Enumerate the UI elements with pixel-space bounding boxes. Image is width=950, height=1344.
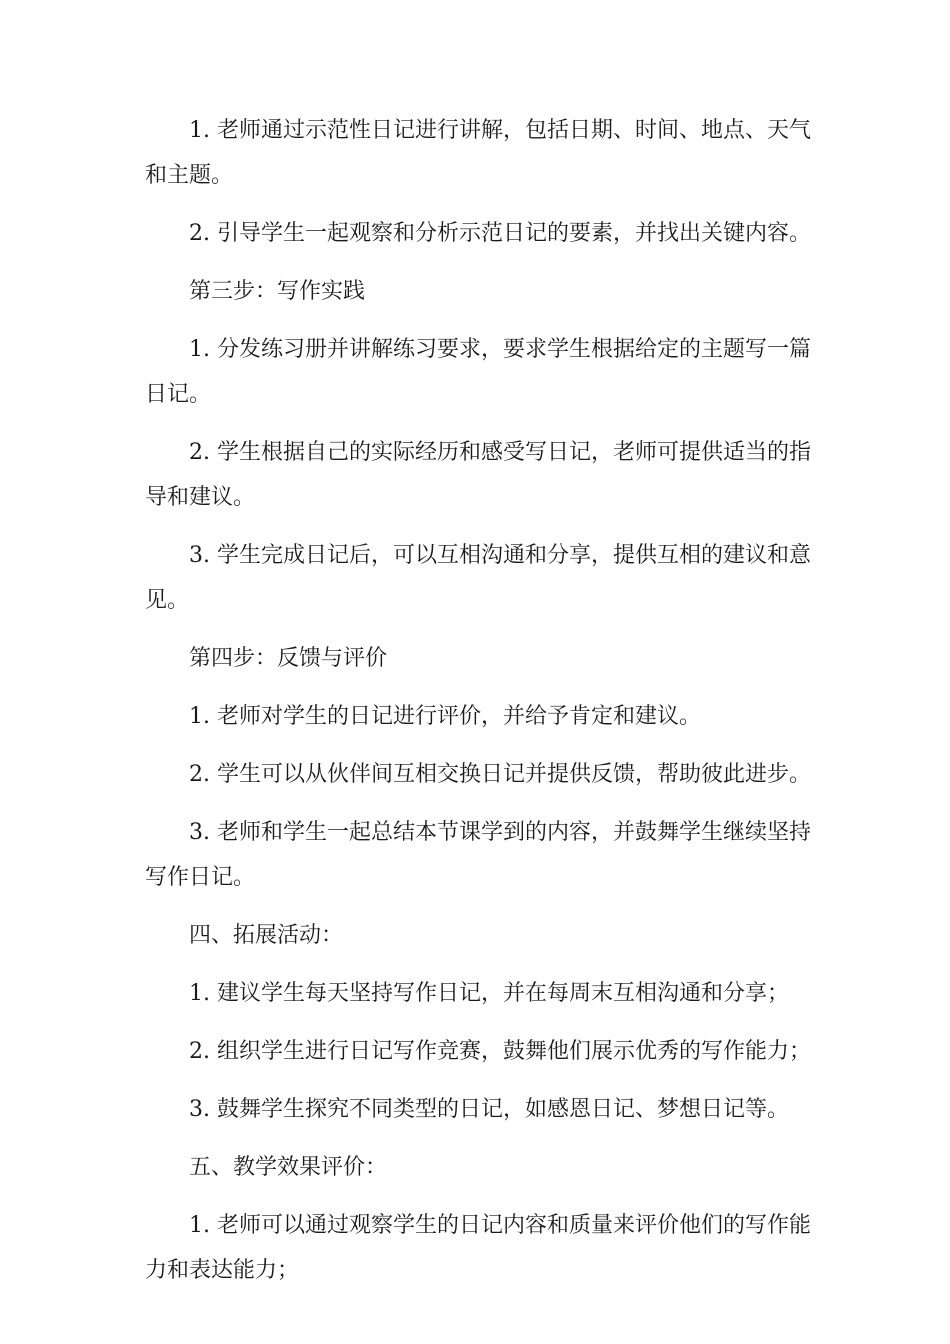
paragraph-teacher-evaluate: 1. 老师对学生的日记进行评价，并给予肯定和建议。: [189, 704, 701, 729]
paragraph-summary: 3. 老师和学生一起总结本节课学到的内容，并鼓舞学生继续坚持写作日记。: [145, 820, 811, 890]
heading-step-four: 第四步：反馈与评价: [189, 646, 388, 671]
paragraph-observe-quality: 1. 老师可以通过观察学生的日记内容和质量来评价他们的写作能力和表达能力；: [145, 1213, 811, 1283]
paragraph-demo-diary: 1. 老师通过示范性日记进行讲解，包括日期、时间、地点、天气和主题。: [145, 118, 811, 188]
paragraph-diary-types: 3. 鼓舞学生探究不同类型的日记，如感恩日记、梦想日记等。: [189, 1097, 789, 1122]
heading-extension-activities: 四、拓展活动：: [189, 923, 344, 948]
paragraph-daily-diary: 1. 建议学生每天坚持写作日记，并在每周末互相沟通和分享；: [189, 981, 789, 1006]
paragraph-competition: 2. 组织学生进行日记写作竞赛，鼓舞他们展示优秀的写作能力；: [189, 1039, 811, 1064]
paragraph-share-diary: 3. 学生完成日记后，可以互相沟通和分享，提供互相的建议和意见。: [145, 543, 811, 613]
heading-step-three: 第三步：写作实践: [189, 279, 366, 304]
paragraph-peer-feedback: 2. 学生可以从伙伴间互相交换日记并提供反馈，帮助彼此进步。: [189, 762, 811, 787]
paragraph-distribute-workbook: 1. 分发练习册并讲解练习要求，要求学生根据给定的主题写一篇日记。: [145, 337, 811, 407]
paragraph-write-experience: 2. 学生根据自己的实际经历和感受写日记，老师可提供适当的指导和建议。: [145, 440, 811, 510]
heading-teaching-evaluation: 五、教学效果评价：: [189, 1155, 388, 1180]
paragraph-analyze-elements: 2. 引导学生一起观察和分析示范日记的要素，并找出关键内容。: [189, 221, 811, 246]
document-body: [145, 108, 815, 1293]
